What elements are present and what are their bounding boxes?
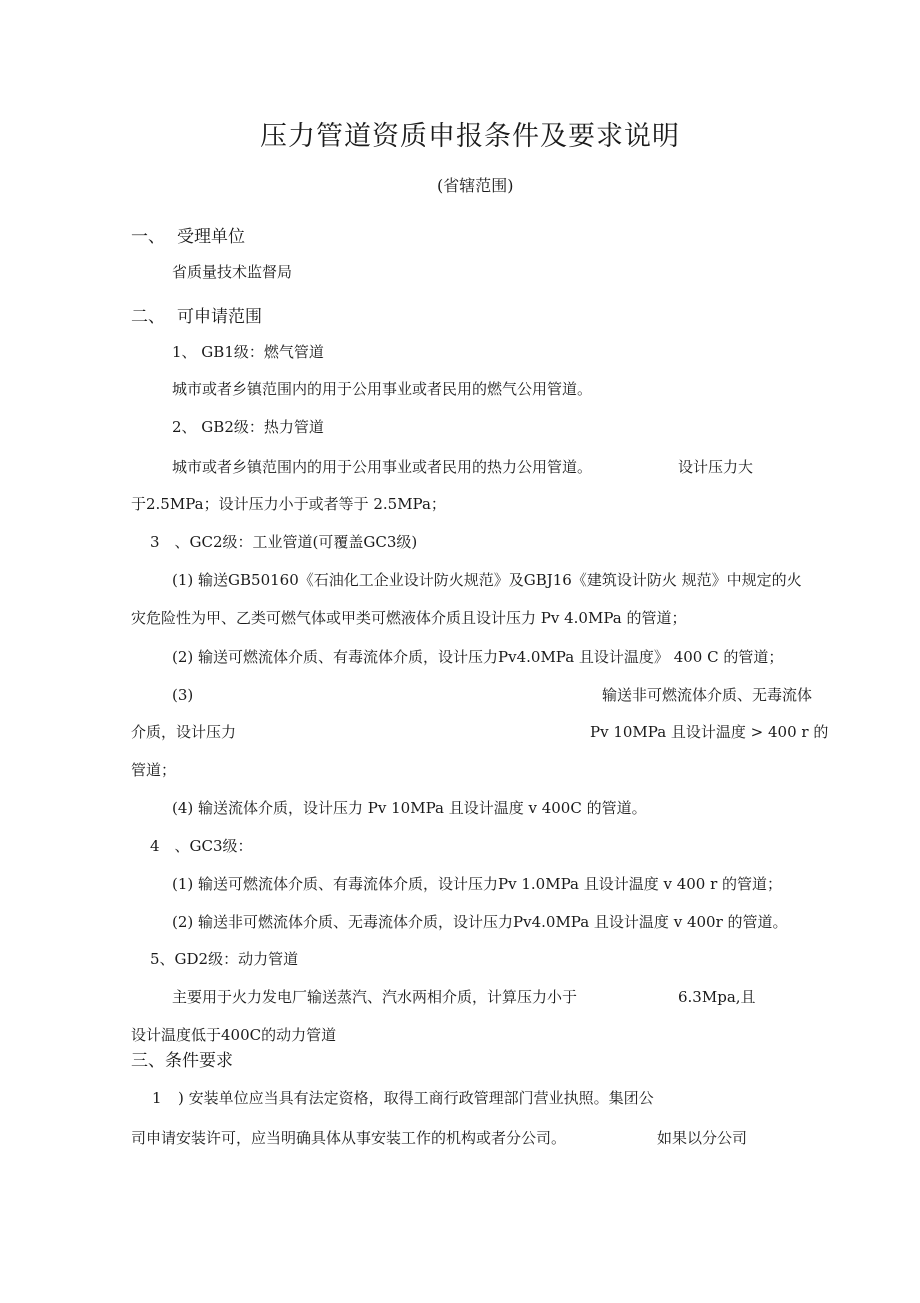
section-1-body: 省质量技术监督局 [172, 263, 293, 281]
document-title: 压力管道资质申报条件及要求说明 [260, 121, 680, 152]
gc2-item-3-line-3: 管道； [131, 761, 177, 779]
gc2-item-4: (4) 输送流体介质，设计压力 Pv 10MPa 且设计温度 v 400C 的管道。 [172, 799, 647, 817]
section-1-number: 一、 [131, 227, 165, 247]
gc3-item-2: (2) 输送非可燃流体介质、无毒流体介质，设计压力Pv4.0MPa 且设计温度 v 400r 的管道。 [172, 913, 788, 931]
gc3-heading: 4 、GC3级： [150, 837, 253, 855]
section-2-number: 二、 [131, 307, 165, 327]
document-subtitle: (省辖范围) [437, 176, 514, 195]
requirement-1-line-1: ) 安装单位应当具有法定资格，取得工商行政管理部门营业执照。集团公 [178, 1089, 654, 1107]
gb2-body-line-1: 城市或者乡镇范围内的用于公用事业或者民用的热力公用管道。 [172, 458, 593, 476]
gc2-item-1-line-2: 灾危险性为甲、乙类可燃气体或甲类可燃液体介质且设计压力 Pv 4.0MPa 的管道； [131, 609, 687, 627]
gc2-heading: 3 、GC2级：工业管道(可覆盖GC3级) [150, 533, 418, 551]
gb2-heading: 2、 GB2级：热力管道 [172, 418, 324, 436]
gb1-heading: 1、 GB1级：燃气管道 [172, 343, 324, 361]
section-2-heading: 可申请范围 [177, 307, 262, 327]
gc2-item-3-line-2-left: 介质，设计压力 [131, 723, 237, 741]
requirement-1-line-2-tail: 如果以分公司 [657, 1129, 748, 1147]
requirement-1-line-2: 司申请安装许可，应当明确具体从事安装工作的机构或者分公司。 [131, 1129, 567, 1147]
gc2-item-1-line-1: (1) 输送GB50160《石油化工企业设计防火规范》及GBJ16《建筑设计防火 规范》中规定的火 [172, 571, 802, 589]
section-1-heading: 受理单位 [177, 227, 245, 247]
gc2-item-3-number: (3) [172, 686, 194, 704]
requirement-1-number: 1 [152, 1089, 162, 1107]
gb2-body-line-1-tail: 设计压力大 [678, 458, 754, 476]
gc2-item-2: (2) 输送可燃流体介质、有毒流体介质，设计压力Pv4.0MPa 且设计温度》 400 C 的管道； [172, 648, 784, 666]
gc3-item-1: (1) 输送可燃流体介质、有毒流体介质，设计压力Pv 1.0MPa 且设计温度 v 400 r 的管道； [172, 875, 783, 893]
gd2-body-line-2: 设计温度低于400C的动力管道 [131, 1026, 337, 1044]
gd2-body-line-1: 主要用于火力发电厂输送蒸汽、汽水两相介质，计算压力小于 [172, 988, 578, 1006]
gb2-body-line-2: 于2.5MPa；设计压力小于或者等于 2.5MPa； [131, 495, 446, 513]
gb1-body: 城市或者乡镇范围内的用于公用事业或者民用的燃气公用管道。 [172, 380, 593, 398]
gc2-item-3-line-2-right: Pv 10MPa 且设计温度 > 400 r 的 [590, 723, 829, 741]
gc2-item-3-line-1: 输送非可燃流体介质、无毒流体 [602, 686, 813, 704]
gd2-body-line-1-tail: 6.3Mpa,且 [678, 988, 756, 1006]
gd2-heading: 5、GD2级：动力管道 [150, 950, 299, 968]
section-3-heading: 三、条件要求 [131, 1051, 233, 1071]
